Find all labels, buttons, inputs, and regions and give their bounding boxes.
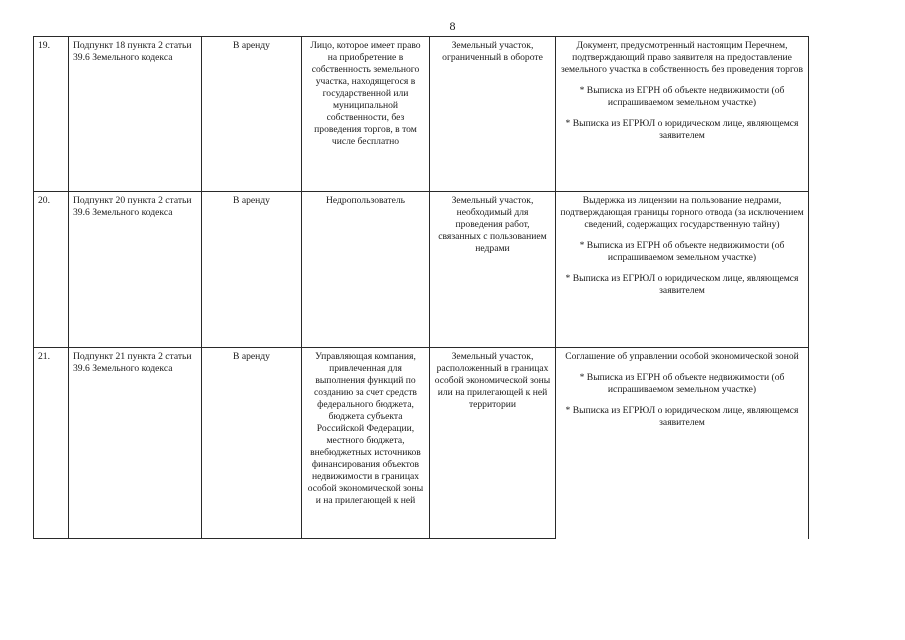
right-type-cell: В аренду bbox=[202, 192, 302, 348]
document-item: * Выписка из ЕГРН об объекте недвижимости (об испрашиваемом земельном участке) bbox=[579, 85, 785, 108]
row-number: 20. bbox=[34, 192, 69, 348]
land-plot-cell: Земельный участок, необходимый для проведения работ, связанных с пользованием недрами bbox=[430, 192, 556, 348]
document-item: Выдержка из лицензии на пользование недрами, подтверждающая границы горного отвода (за исключением сведений, содержащих государственную тайну) bbox=[560, 195, 804, 230]
document-item: Соглашение об управлении особой экономической зоной bbox=[565, 351, 799, 362]
page-number: 8 bbox=[449, 19, 456, 33]
applicant-cell: Недропользователь bbox=[302, 192, 430, 348]
right-type-cell: В аренду bbox=[202, 348, 302, 539]
table-row bbox=[34, 348, 809, 539]
row-number: 21. bbox=[34, 348, 69, 539]
right-type-cell: В аренду bbox=[202, 37, 302, 192]
legal-basis-cell: Подпункт 20 пункта 2 статьи 39.6 Земельного кодекса bbox=[69, 192, 202, 348]
document-item: * Выписка из ЕГРН об объекте недвижимости (об испрашиваемом земельном участке) bbox=[579, 372, 785, 395]
document-item: * Выписка из ЕГРЮЛ о юридическом лице, являющемся заявителем bbox=[565, 405, 799, 428]
row-number: 19. bbox=[34, 37, 69, 192]
documents-cell bbox=[556, 37, 809, 192]
document-table bbox=[33, 36, 809, 539]
legal-basis-cell: Подпункт 21 пункта 2 статьи 39.6 Земельного кодекса bbox=[69, 348, 202, 539]
table-row bbox=[34, 37, 809, 192]
table-row bbox=[34, 192, 809, 348]
applicant-cell: Управляющая компания, привлеченная для выполнения функций по созданию за счет средств федерального бюджета, бюджета субъекта Российской Федерации, местного бюджета, внебюджетных источников финансирования объектов недвижимости в границах особой экономической зоны и на прилегающей к ней bbox=[302, 348, 430, 539]
land-plot-cell: Земельный участок, ограниченный в обороте bbox=[430, 37, 556, 192]
document-item: Документ, предусмотренный настоящим Перечнем, подтверждающий право заявителя на предоставление земельного участка в собственность без проведения торгов bbox=[561, 40, 803, 75]
applicant-cell: Лицо, которое имеет право на приобретение в собственность земельного участка, находящегося в государственной или муниципальной собственности, без проведения торгов, в том числе бесплатно bbox=[302, 37, 430, 192]
land-plot-cell: Земельный участок, расположенный в границах особой экономической зоны или на прилегающей к ней территории bbox=[430, 348, 556, 539]
documents-cell bbox=[556, 192, 809, 348]
document-item: * Выписка из ЕГРЮЛ о юридическом лице, являющемся заявителем bbox=[565, 273, 799, 296]
document-item: * Выписка из ЕГРЮЛ о юридическом лице, являющемся заявителем bbox=[565, 118, 799, 141]
document-item: * Выписка из ЕГРН об объекте недвижимости (об испрашиваемом земельном участке) bbox=[579, 240, 785, 263]
legal-basis-cell: Подпункт 18 пункта 2 статьи 39.6 Земельного кодекса bbox=[69, 37, 202, 192]
documents-cell bbox=[556, 348, 809, 539]
